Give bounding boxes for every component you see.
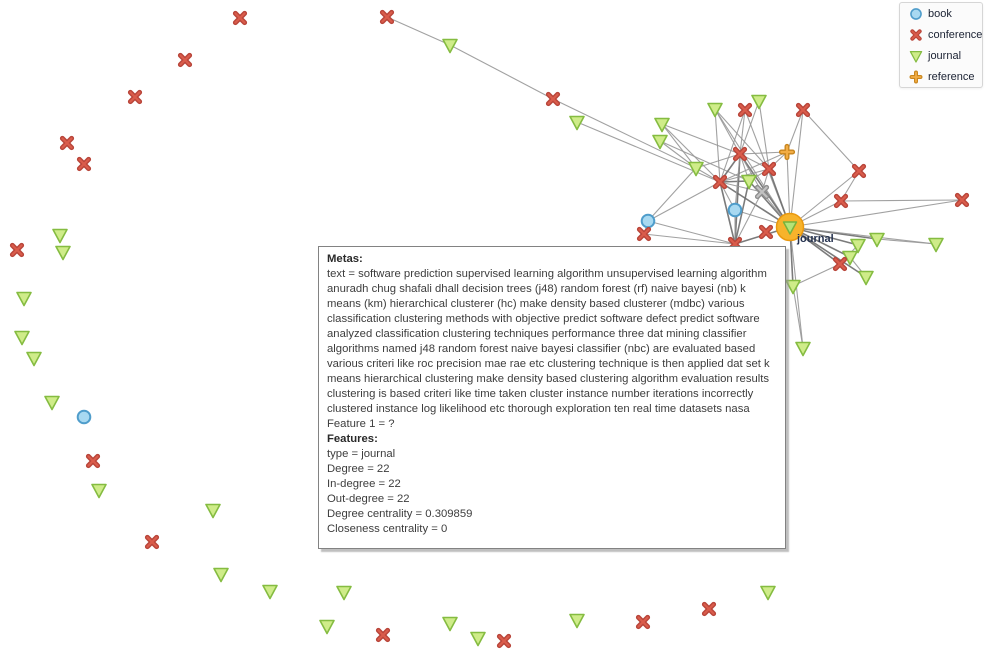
legend-label: conference xyxy=(928,28,983,41)
tooltip-feature-line: Degree = 22 xyxy=(327,463,390,475)
node-journal[interactable] xyxy=(443,618,457,631)
node-journal[interactable] xyxy=(471,633,485,646)
node-journal[interactable] xyxy=(570,615,584,628)
node-conference[interactable] xyxy=(764,164,773,173)
tooltip-feature-line: Out-degree = 22 xyxy=(327,493,410,505)
graph-edge xyxy=(648,168,696,221)
node-conference[interactable] xyxy=(638,617,647,626)
legend-item-reference xyxy=(909,66,982,87)
node-conference_gray[interactable] xyxy=(757,187,766,196)
node-journal[interactable] xyxy=(653,136,667,149)
graph-edge xyxy=(803,110,859,171)
node-conference[interactable] xyxy=(235,13,244,22)
node-journal[interactable] xyxy=(870,234,884,247)
legend-item-journal xyxy=(909,45,982,66)
legend-label: book xyxy=(928,7,952,20)
node-journal[interactable] xyxy=(56,247,70,260)
conference-icon xyxy=(909,28,923,42)
node-journal[interactable] xyxy=(859,272,873,285)
node-conference[interactable] xyxy=(639,229,648,238)
node-journal[interactable] xyxy=(45,397,59,410)
tooltip-features-list xyxy=(327,447,777,537)
node-conference[interactable] xyxy=(735,149,744,158)
node-journal[interactable] xyxy=(786,281,800,294)
node-conference[interactable] xyxy=(548,94,557,103)
graph-edge xyxy=(648,221,735,244)
graph-edge xyxy=(841,200,962,201)
graph-edge xyxy=(793,264,840,286)
node-journal[interactable] xyxy=(15,332,29,345)
legend-item-conference xyxy=(909,24,982,45)
node-conference[interactable] xyxy=(62,138,71,147)
node-journal[interactable] xyxy=(761,587,775,600)
node-conference[interactable] xyxy=(147,537,156,546)
legend-label: reference xyxy=(928,70,975,83)
tooltip-feature-line: Closeness centrality = 0 xyxy=(327,523,448,535)
graph-edge xyxy=(877,239,936,244)
node-conference[interactable] xyxy=(88,456,97,465)
tooltip-features-heading: Features: xyxy=(327,433,378,445)
graph-edge xyxy=(648,182,720,221)
node-book[interactable] xyxy=(642,215,655,228)
node-conference[interactable] xyxy=(740,105,749,114)
node-conference[interactable] xyxy=(180,55,189,64)
node-conference[interactable] xyxy=(79,159,88,168)
node-conference[interactable] xyxy=(378,630,387,639)
tooltip-metas-heading: Metas: xyxy=(327,253,363,265)
node-journal[interactable] xyxy=(27,353,41,366)
node-conference[interactable] xyxy=(957,195,966,204)
tooltip-feature1: Feature 1 = ? xyxy=(327,418,395,430)
node-journal[interactable] xyxy=(752,96,766,109)
node-conference[interactable] xyxy=(499,636,508,645)
node-journal[interactable] xyxy=(443,40,457,53)
selected-node-label: journal xyxy=(797,233,834,245)
legend xyxy=(899,2,983,88)
legend-item-book xyxy=(909,3,982,24)
node-conference[interactable] xyxy=(836,196,845,205)
graph-edge xyxy=(387,17,450,45)
node-journal[interactable] xyxy=(320,621,334,634)
node-journal[interactable] xyxy=(263,586,277,599)
node-conference[interactable] xyxy=(854,166,863,175)
node-book[interactable] xyxy=(729,204,742,217)
node-details-tooltip xyxy=(318,246,786,549)
node-journal[interactable] xyxy=(570,117,584,130)
reference-icon xyxy=(909,70,923,84)
graph-edge xyxy=(553,99,696,168)
node-journal[interactable] xyxy=(17,293,31,306)
node-book[interactable] xyxy=(78,411,91,424)
node-journal[interactable] xyxy=(214,569,228,582)
node-conference[interactable] xyxy=(835,259,844,268)
tooltip-meta-text: text = software prediction supervised learning algorithm unsupervised learning algorithm anuradh chug shafali dhall decision trees (j48) random forest (rf) naive bayesi (nb) k means (km) hierarchical clusterer (hc) make density based clusterer (mdbc) various classification clustering methods with objective predict software defect predict software analyzed classification clustering techniques performance three dat mining classifier algorithms named j48 random forest naive bayesi classifier (nbc) are evaluated based various criteri like roc precision mae rae etc clustering technique is then applied dat set k means hierarchical clustering make density based clustering algorithm evaluation results clustering is based criteri like time taken cluster instance number iterations incorrectly clustered instance log likelihood etc thorough exploration ten real time datasets nasa xyxy=(327,268,770,415)
node-journal[interactable] xyxy=(92,485,106,498)
graph-edge xyxy=(793,286,803,348)
book-icon xyxy=(909,7,923,21)
graph-edge xyxy=(644,234,735,244)
node-journal[interactable] xyxy=(929,239,943,252)
node-conference[interactable] xyxy=(130,92,139,101)
graph-edge xyxy=(577,122,720,182)
node-conference[interactable] xyxy=(12,245,21,254)
node-conference[interactable] xyxy=(715,177,724,186)
legend-label: journal xyxy=(928,49,962,62)
node-journal[interactable] xyxy=(206,505,220,518)
node-conference[interactable] xyxy=(704,604,713,613)
node-journal[interactable] xyxy=(796,343,810,356)
tooltip-feature-line: In-degree = 22 xyxy=(327,478,401,490)
node-journal[interactable] xyxy=(53,230,67,243)
tooltip-feature-line: Degree centrality = 0.309859 xyxy=(327,508,473,520)
node-conference[interactable] xyxy=(382,12,391,21)
node-journal[interactable] xyxy=(337,587,351,600)
tooltip-feature-line: type = journal xyxy=(327,448,396,460)
journal-icon xyxy=(909,49,923,63)
node-conference[interactable] xyxy=(761,227,770,236)
graph-edge xyxy=(450,45,553,99)
node-conference[interactable] xyxy=(798,105,807,114)
